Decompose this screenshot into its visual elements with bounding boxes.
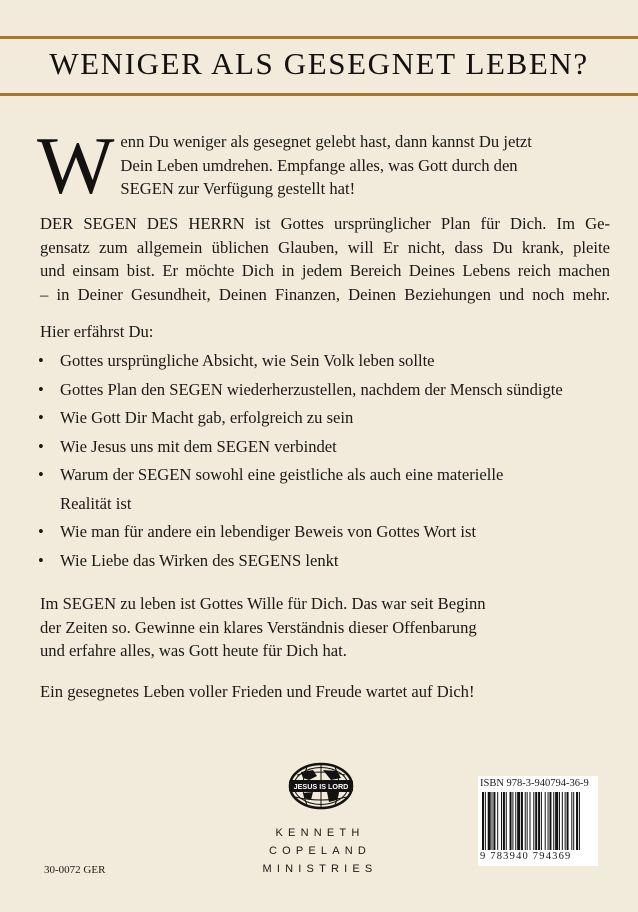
drop-cap: W — [37, 120, 115, 211]
barcode-bar — [541, 792, 542, 850]
barcode-bar — [549, 792, 551, 850]
barcode-bar — [562, 792, 563, 850]
barcode-bar — [576, 792, 578, 850]
barcode-bar — [497, 792, 498, 850]
barcode-bar — [565, 792, 566, 850]
list-heading: Hier erfährst Du: — [40, 322, 154, 341]
paragraph-line: Im SEGEN zu leben ist Gottes Wille für Dich. Das war seit Beginn — [40, 594, 486, 613]
barcode-bar — [545, 792, 546, 850]
barcode-bar — [555, 792, 558, 850]
ministry-name-line: MINISTRIES — [262, 863, 378, 875]
paragraph-line: gensatz zum allgemein üblichen Glauben, will Er nicht, dass Du krank, pleite — [40, 237, 610, 257]
page-title: WENIGER ALS GESEGNET LEBEN? — [49, 46, 589, 81]
paragraph-line: und einsam bist. Er möchte Dich in jedem Bereich Deines Lebens reich machen — [40, 261, 610, 280]
barcode-bar — [530, 792, 531, 850]
barcode-bar — [527, 792, 528, 850]
barcode-bar — [525, 792, 526, 850]
list-item: • Gottes ursprüngliche Absicht, wie Sein Volk leben sollte — [38, 347, 618, 376]
barcode-bar — [553, 792, 554, 850]
top-rule — [0, 36, 638, 39]
barcode-bar — [485, 792, 486, 850]
barcode-number: 9 783940 794369 — [480, 851, 572, 862]
product-code: 30-0072 GER — [44, 864, 106, 876]
bottom-rule — [0, 93, 638, 96]
paragraph-line: und erfahre alles, was Gott heute für Dich hat. — [40, 641, 347, 660]
barcode-bar — [559, 792, 560, 850]
globe-logo-icon — [287, 762, 355, 810]
barcode-bar — [533, 792, 534, 850]
blessing-paragraph — [40, 212, 610, 306]
list-item: • Wie Jesus uns mit dem SEGEN verbindet — [38, 433, 618, 462]
barcode-bar — [488, 792, 491, 850]
logo-text: JESUS IS LORD — [293, 782, 349, 791]
benefits-list — [38, 347, 618, 575]
paragraph-line: DER SEGEN DES HERRN ist Gottes ursprünglicher Plan für Dich. Im Ge- — [40, 214, 610, 233]
barcode-bar — [573, 792, 574, 850]
barcode-bar — [548, 792, 549, 850]
ministry-name-line: COPELAND — [268, 845, 372, 857]
list-item — [38, 461, 618, 518]
barcode-bar — [506, 792, 507, 850]
list-item: • Wie man für andere ein lebendiger Beweis von Gottes Wort ist — [38, 518, 618, 547]
barcode-bar — [493, 792, 495, 850]
barcode-bar — [515, 792, 516, 850]
list-item: • Gottes Plan den SEGEN wiederherzustellen, nachdem der Mensch sündigte — [38, 376, 618, 405]
barcode-bar — [501, 792, 502, 850]
barcode-bar — [512, 792, 513, 850]
list-item-continuation: Realität ist — [60, 493, 132, 513]
barcode-bar — [510, 792, 512, 850]
barcode-bar — [567, 792, 569, 850]
will-paragraph — [40, 592, 610, 663]
barcode-bar — [521, 792, 523, 850]
barcode-bar — [535, 792, 537, 850]
barcode-bar — [579, 792, 580, 850]
intro-line: SEGEN zur Verfügung gestellt hat! — [120, 179, 356, 198]
paragraph-line: – in Deiner Gesundheit, Deinen Finanzen, Deinen Beziehungen und noch mehr. — [40, 284, 610, 304]
barcode-bar — [482, 792, 484, 850]
barcode-bar — [538, 792, 540, 850]
list-item: • Wie Liebe das Wirken des SEGENS lenkt — [38, 547, 618, 576]
barcode-bar — [571, 792, 572, 850]
isbn-label: ISBN 978-3-940794-36-9 — [480, 778, 589, 789]
list-item-line: Warum der SEGEN sowohl eine geistliche als auch eine materielle — [60, 465, 504, 484]
barcode-bars — [482, 792, 596, 850]
barcode-bar — [492, 792, 493, 850]
list-item: • Wie Gott Dir Macht gab, erfolgreich zu sein — [38, 404, 618, 433]
closing-sentence: Ein gesegnetes Leben voller Frieden und Freude wartet auf Dich! — [40, 682, 475, 701]
barcode-bar — [503, 792, 505, 850]
barcode-bar — [517, 792, 520, 850]
intro-paragraph — [37, 120, 610, 211]
intro-line: Dein Leben umdrehen. Empfange alles, was Gott durch den — [120, 155, 518, 175]
paragraph-line: der Zeiten so. Gewinne ein klares Verständnis dieser Offenbarung — [40, 617, 477, 637]
intro-line: enn Du weniger als gesegnet gelebt hast, dann kannst Du jetzt — [120, 132, 532, 151]
ministry-name-line: KENNETH — [275, 827, 365, 839]
